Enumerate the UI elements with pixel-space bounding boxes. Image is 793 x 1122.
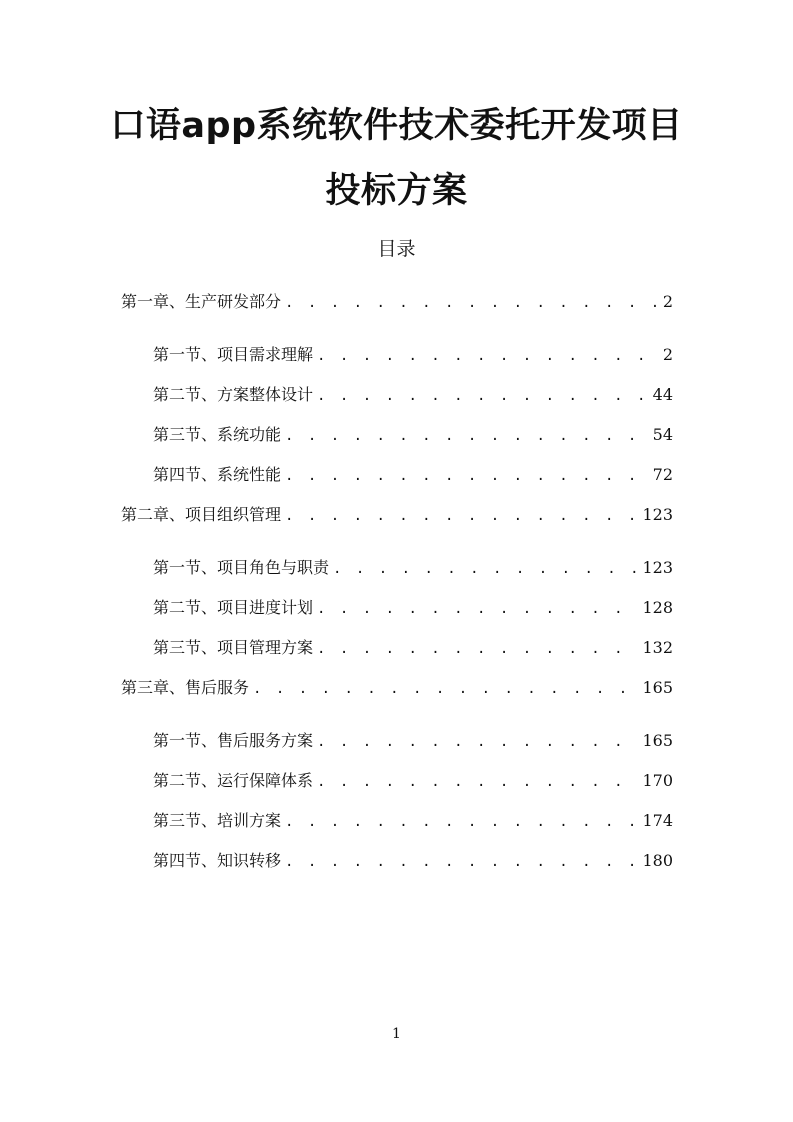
toc-entry-label: 第二章、项目组织管理 (121, 505, 282, 524)
toc-dot-leader (253, 681, 638, 697)
document-title-line-2: 投标方案 (325, 171, 468, 211)
toc-chapter-1[interactable] (121, 289, 673, 313)
toc-section-1-4[interactable] (153, 462, 673, 486)
toc-dot-leader (317, 734, 638, 750)
toc-entry-label: 第三节、项目管理方案 (153, 638, 314, 657)
toc-dot-leader (285, 814, 638, 830)
toc-entry-label: 第三节、培训方案 (153, 811, 282, 830)
toc-dot-leader (285, 468, 649, 484)
toc-page-number: 2 (662, 345, 673, 364)
toc-entry-label: 第一节、项目需求理解 (153, 345, 314, 364)
toc-page-number: 44 (652, 385, 673, 404)
toc-section-3-2[interactable] (153, 768, 673, 792)
toc-entry-label: 第二节、运行保障体系 (153, 771, 314, 790)
toc-section-3-3[interactable] (153, 808, 673, 832)
toc-entry-label: 第一章、生产研发部分 (121, 292, 282, 311)
toc-dot-leader (317, 601, 638, 617)
toc-dot-leader (317, 774, 638, 790)
toc-page-number: 174 (642, 811, 673, 830)
toc-section-1-2[interactable] (153, 382, 673, 406)
toc-dot-leader (285, 854, 638, 870)
toc-section-3-4[interactable] (153, 848, 673, 872)
toc-dot-leader (317, 388, 649, 404)
toc-page-number: 123 (642, 558, 673, 577)
toc-page-number: 180 (642, 851, 673, 870)
toc-page-number: 54 (652, 425, 673, 444)
toc-dot-leader (285, 428, 649, 444)
toc-entry-label: 第一节、项目角色与职责 (153, 558, 330, 577)
document-title-line-1: 口语app系统软件技术委托开发项目 (110, 106, 683, 146)
toc-dot-leader (285, 508, 638, 524)
toc-section-2-2[interactable] (153, 595, 673, 619)
toc-section-1-1[interactable] (153, 342, 673, 366)
toc-dot-leader (317, 348, 659, 364)
toc-entry-label: 第二节、方案整体设计 (153, 385, 314, 404)
toc-entry-label: 第四节、知识转移 (153, 851, 282, 870)
toc-dot-leader (333, 561, 638, 577)
toc-entry-label: 第四节、系统性能 (153, 465, 282, 484)
toc-entry-label: 第三节、系统功能 (153, 425, 282, 444)
toc-page-number: 123 (642, 505, 673, 524)
toc-chapter-2[interactable] (121, 502, 673, 526)
toc-heading: 目录 (377, 238, 416, 260)
toc-page-number: 132 (642, 638, 673, 657)
toc-page-number: 128 (642, 598, 673, 617)
toc-page-number: 2 (662, 292, 673, 311)
toc-entry-label: 第二节、项目进度计划 (153, 598, 314, 617)
toc-dot-leader (317, 641, 638, 657)
toc-page-number: 165 (642, 731, 673, 750)
toc-section-2-3[interactable] (153, 635, 673, 659)
toc-chapter-3[interactable] (121, 675, 673, 699)
toc-dot-leader (285, 295, 659, 311)
toc-page-number: 170 (642, 771, 673, 790)
toc-page-number: 72 (652, 465, 673, 484)
toc-section-2-1[interactable] (153, 555, 673, 579)
toc-section-1-3[interactable] (153, 422, 673, 446)
toc-page-number: 165 (642, 678, 673, 697)
toc-section-3-1[interactable] (153, 728, 673, 752)
page-number: 1 (392, 1026, 401, 1042)
toc-entry-label: 第一节、售后服务方案 (153, 731, 314, 750)
toc-entry-label: 第三章、售后服务 (121, 678, 250, 697)
